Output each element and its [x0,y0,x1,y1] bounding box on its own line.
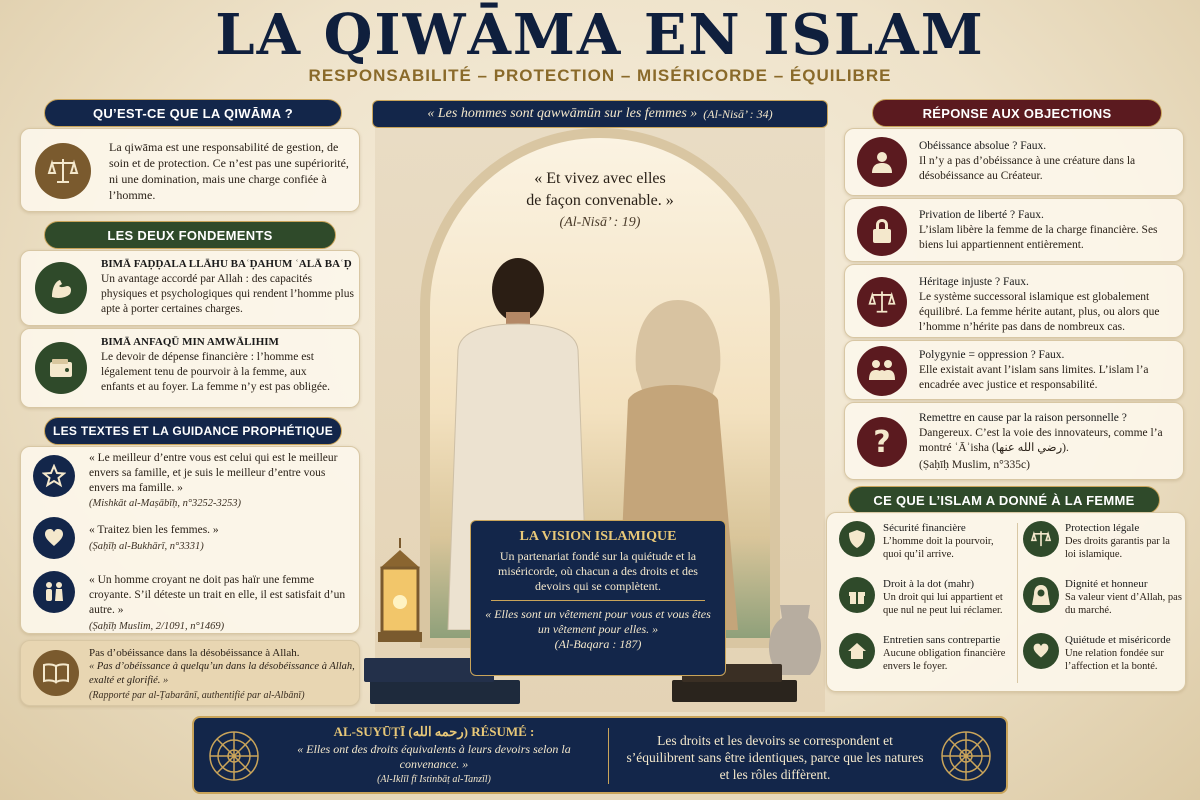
lantern-icon [370,538,430,658]
objection-heading-5: Remettre en cause par la raison personnelle ? [919,412,1127,424]
foundation-text-1: Un avantage accordé par Allah : des capacités physiques et psychologiques qui rendent l’homme plus apte à porter certaines charges. [101,273,354,315]
foundation-text-2: Le devoir de dépense financière : l’homme est légalement tenu de pourvoir à la femme, aux enfants et au foyer. La femme n’y est pas obligée. [101,351,330,393]
book-icon [33,650,79,696]
objection-heading-2: Privation de liberté ? Faux. [919,209,1044,221]
objection-text-5: Dangereux. C’est la voie des innovateurs, comme l’a montré ʿĀʾisha (رضي الله عنها). [919,427,1163,454]
objection-text-2: L’islam libère la femme de la charge financière. Ses biens lui appartiennent entièrement. [919,224,1158,251]
objection-card-1 [844,128,1184,196]
heart-icon [1023,633,1059,669]
hadith-ref-1: (Mishkāt al-Maṣābīḥ, n°3252-3253) [89,498,242,509]
woman-icon [1023,577,1059,613]
arch-quote-line-1: « Et vivez avec elles [534,170,666,187]
gift-text-5: Aucune obligation financière envers le foyer. [883,648,1006,672]
summary-right-text: Les droits et les devoirs se correspondent et s’équilibrent sans être identiques, parce que les natures et les rôles diffèrent. [626,733,924,782]
what-card [20,128,360,212]
vision-text: Un partenariat fondé sur la quiétude et la miséricorde, où chacun a des droits et des devoirs qui se complètent. [498,549,698,593]
section-banner-foundations: LES DEUX FONDEMENTS [44,221,336,249]
obedience-line-2: « Pas d’obéissance à quelqu’un dans la désobéissance à Allah, exalté et glorifié. » [89,661,355,686]
suyuti-title: AL-SUYŪṬĪ (رحمه الله) RÉSUMÉ : [333,724,535,739]
obedience-card [20,640,360,706]
summary-divider [608,728,609,784]
arch-quote-ref: (Al-Nisā’ : 19) [559,215,641,230]
objection-text-4: Elle existait avant l’islam sans limites. L’islam l’a encadrée avec justice et responsabilité. [919,364,1149,391]
gift-icon [839,577,875,613]
texts-card [20,446,360,634]
top-verse-ref: (Al-Nisā’ : 34) [703,106,773,121]
section-banner-gifts: CE QUE L’ISLAM A DONNÉ À LA FEMME [848,486,1160,514]
objection-card-4 [844,340,1184,400]
foundation-card-2 [20,328,360,408]
vision-title: LA VISION ISLAMIQUE [519,529,677,544]
scales-icon [35,143,91,199]
gift-text-1: L’homme doit la pourvoir, quoi qu’il arrive. [883,536,994,560]
rosette-right-icon [938,728,994,784]
gift-text-3: Un droit qui lui appartient et que nul ne peut lui réclamer. [883,592,1003,616]
suyuti-ref: (Al-Iklīl fī Istinbāṭ al-Tanzīl) [377,774,491,785]
hadith-text-2: « Traitez bien les femmes. » [89,524,219,536]
shield-icon [839,521,875,557]
vision-ref: (Al-Baqara : 187) [554,637,642,651]
objection-card-5 [844,402,1184,480]
vision-box [470,520,726,676]
obedience-line-1: Pas d’obéissance dans la désobéissance à Allah. [89,647,300,659]
page-title: LA QIWĀMA EN ISLAM [215,2,985,68]
vision-divider [491,600,705,601]
question-icon: ? [857,417,907,467]
gift-heading-2: Protection légale [1065,522,1140,534]
suyuti-quote: « Elles ont des droits équivalents à leurs devoirs selon la convenance. » [297,742,571,771]
page-subtitle: RESPONSABILITÉ – PROTECTION – MISÉRICORDE – ÉQUILIBRE [308,66,892,85]
person-icon [857,137,907,187]
house-icon [839,633,875,669]
top-verse-banner [372,100,828,128]
what-text: La qiwāma est une responsabilité de gestion, de soin et de protection. Ce n’est pas une supériorité, ni une domination, mais une charge confiée à l’homme. [109,140,349,202]
objection-heading-3: Héritage injuste ? Faux. [919,276,1029,288]
gift-heading-4: Dignité et honneur [1065,578,1148,590]
wallet-icon [35,342,87,394]
objection-ref-5: (Ṣaḥīḥ Muslim, n°335c) [919,459,1030,471]
gift-heading-5: Entretien sans contrepartie [883,634,1001,646]
star-icon [33,455,75,497]
vision-quote: « Elles sont un vêtement pour vous et vous êtes un vêtement pour elles. » [485,607,711,636]
obedience-ref: (Rapporté par al-Ṭabarānī, authentifié par al-Albānī) [89,690,305,701]
rosette-left-icon [206,728,262,784]
gift-heading-3: Droit à la dot (mahr) [883,578,975,590]
gifts-divider [1017,523,1018,683]
section-banner-what: QU’EST-CE QUE LA QIWĀMA ? [44,99,342,127]
foundation-heading-2: BIMĀ ANFAQŪ MIN AMWĀLIHIM [101,336,279,348]
lock-icon [857,206,907,256]
objection-text-1: Il n’y a pas d’obéissance à une créature dans la désobéissance au Créateur. [919,155,1136,182]
couple-icon [33,571,75,613]
gift-text-2: Des droits garantis par la loi islamique. [1065,536,1170,560]
gifts-card [826,512,1186,692]
section-banner-texts: LES TEXTES ET LA GUIDANCE PROPHÉTIQUE [44,417,342,445]
top-verse-text: « Les hommes sont qawwāmūn sur les femmes » [427,106,698,121]
foundation-heading-1: BIMĀ FAḌḌALA LLĀHU BAʿḌAHUM ʿALĀ BAʿḌ [101,258,352,270]
arch-quote-line-2: de façon convenable. » [526,192,674,209]
objection-heading-4: Polygynie = oppression ? Faux. [919,349,1065,361]
scales-icon [1023,521,1059,557]
hadith-text-1: « Le meilleur d’entre vous est celui qui est le meilleur envers sa famille, et je suis le meilleur d’entre vous envers ma famille. » [89,452,338,494]
scales-icon [857,277,907,327]
objection-heading-1: Obéissance absolue ? Faux. [919,140,1047,152]
gift-heading-1: Sécurité financière [883,522,966,534]
objection-card-2 [844,198,1184,262]
family-icon [857,346,907,396]
arch-quote [470,168,730,234]
hadith-ref-3: (Ṣaḥīḥ Muslim, 2/1091, n°1469) [89,621,225,632]
objection-text-3: Le système successoral islamique est globalement équilibré. La femme hérite autant, plus, ou alors que l’homme n’hérite pas dans de nombreux cas. [919,291,1160,333]
heart-icon [33,517,75,559]
foundation-card-1 [20,250,360,326]
muscle-icon [35,262,87,314]
hadith-ref-2: (Ṣaḥīḥ al-Bukhārī, n°3331) [89,541,204,552]
section-banner-objections: RÉPONSE AUX OBJECTIONS [872,99,1162,127]
gift-heading-6: Quiétude et miséricorde [1065,634,1171,646]
gift-text-4: Sa valeur vient d’Allah, pas du marché. [1065,592,1182,616]
summary-banner [192,716,1008,794]
objection-card-3 [844,264,1184,338]
gift-text-6: Une relation fondée sur l’affection et la bonté. [1065,648,1164,672]
hadith-text-3: « Un homme croyant ne doit pas haïr une femme croyante. S’il déteste un trait en elle, il est satisfait d’un autre. » [89,574,346,616]
